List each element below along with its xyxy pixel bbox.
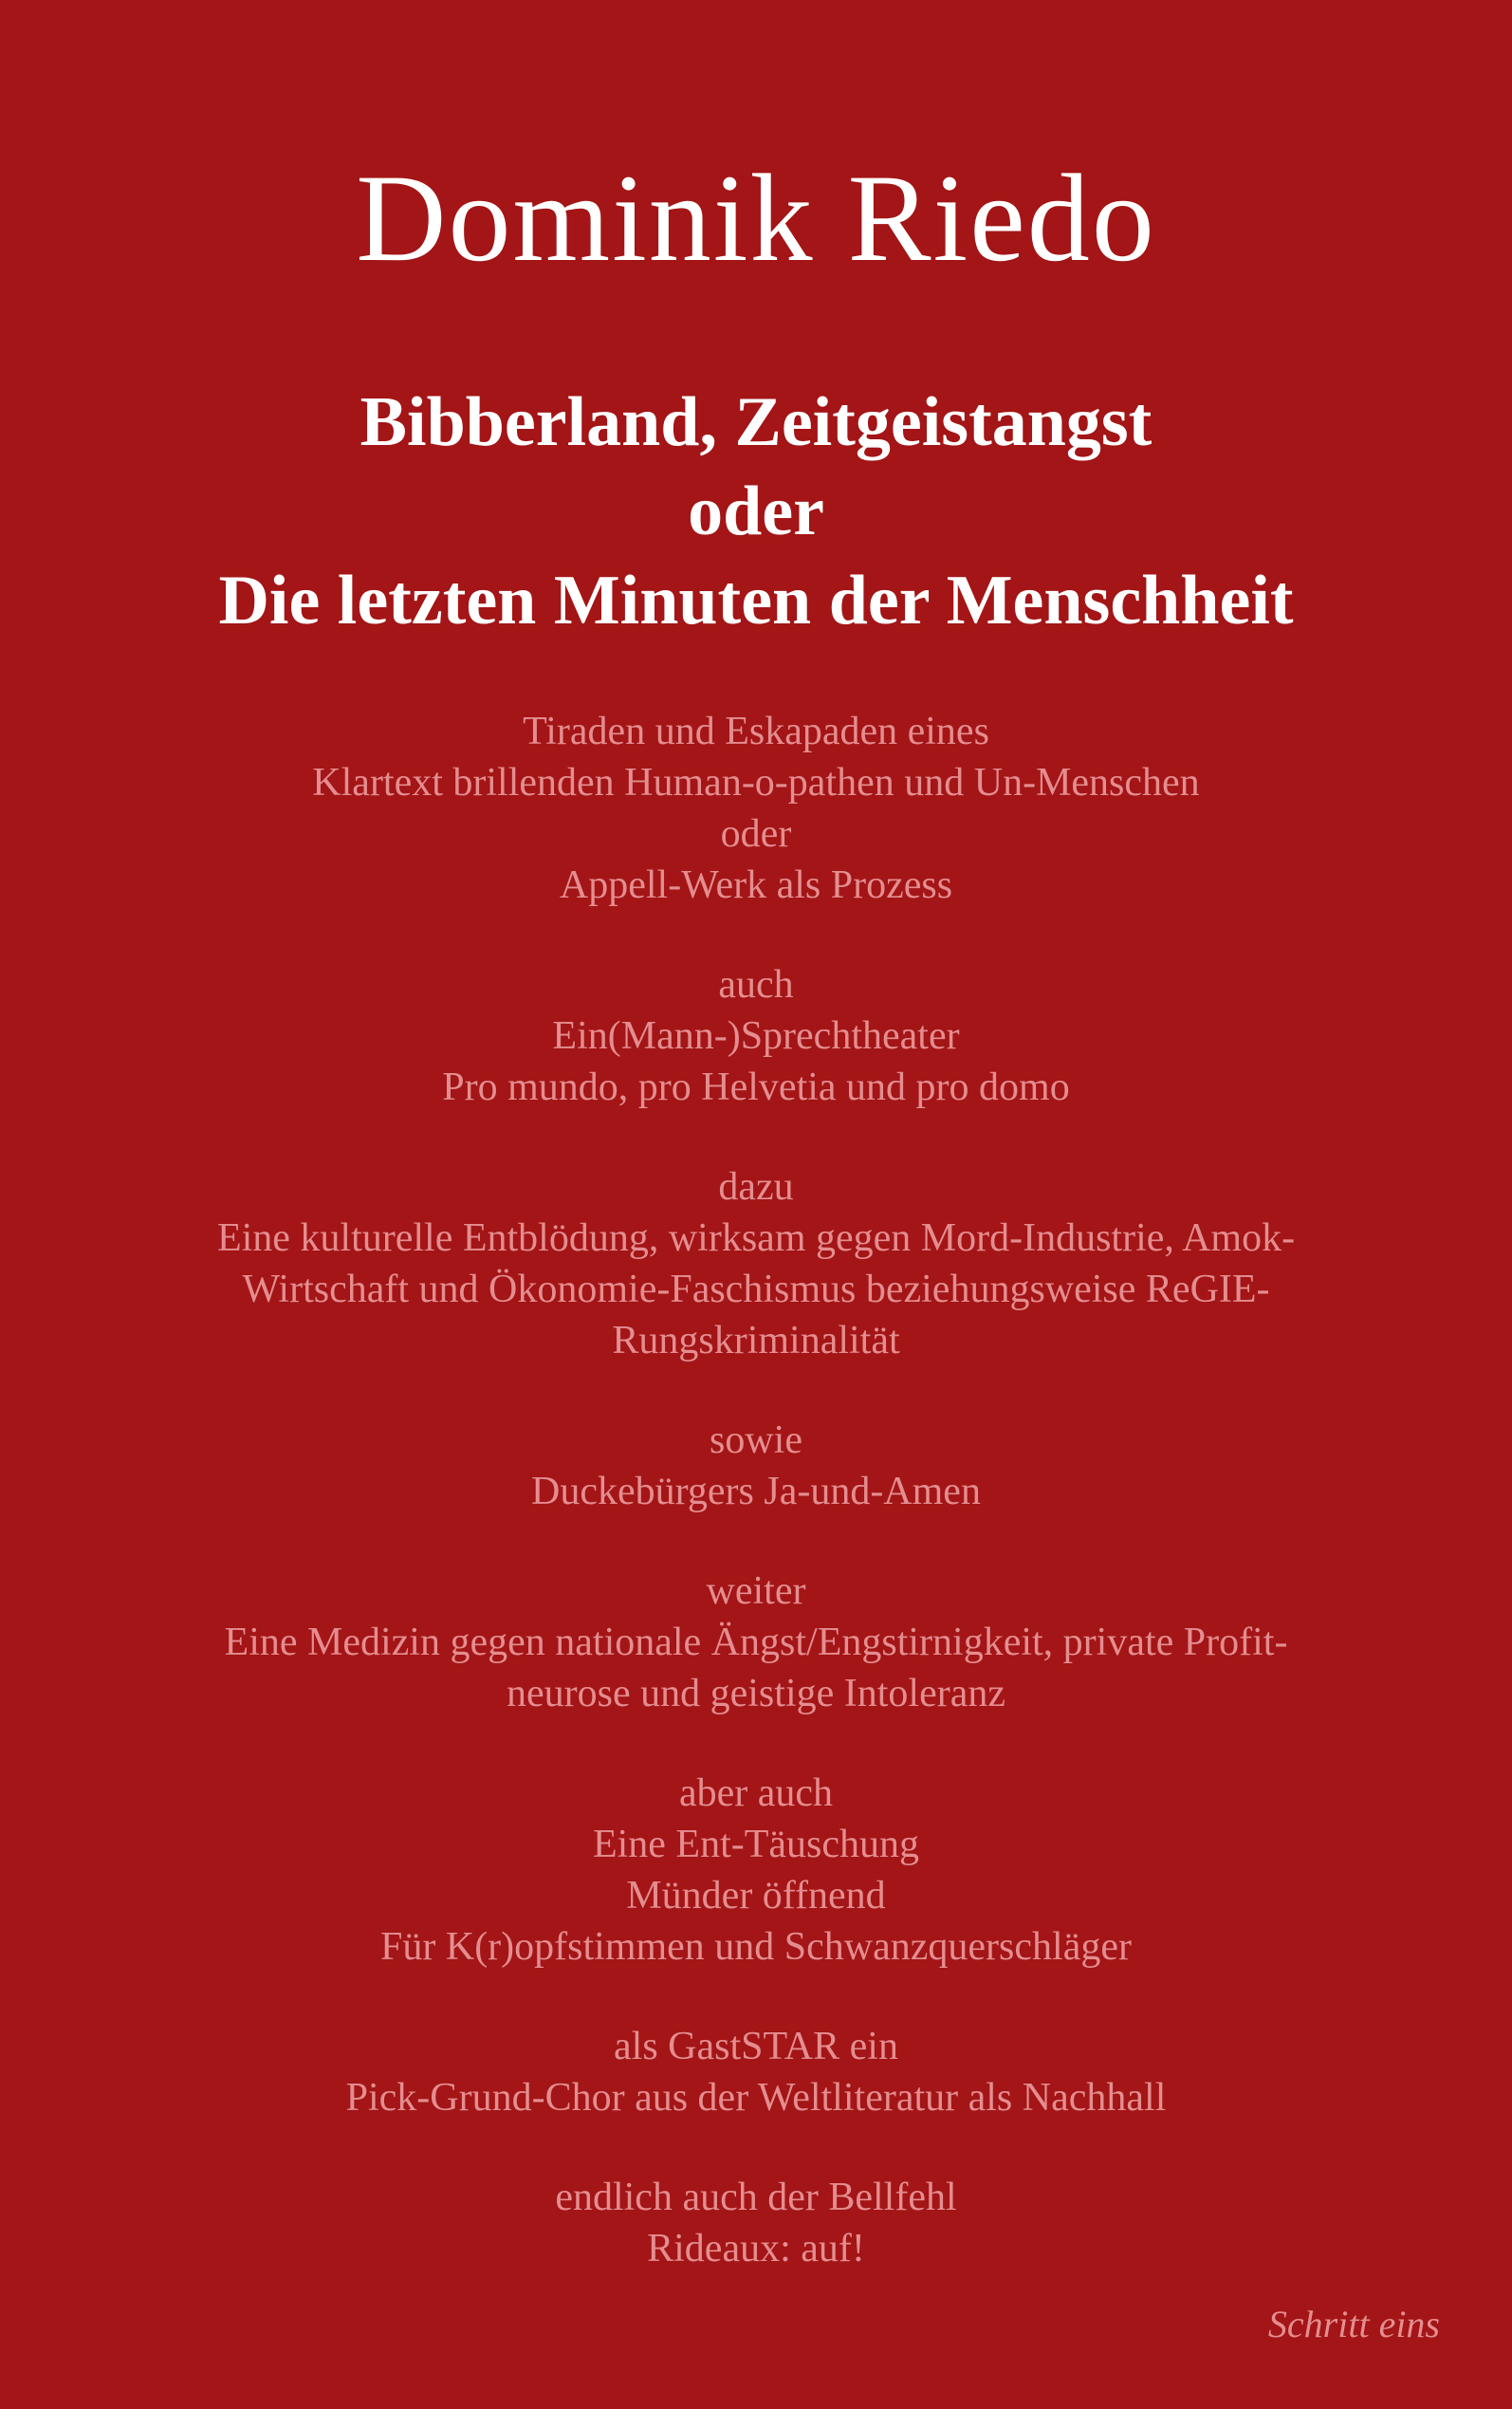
title-line-2: oder [688, 473, 824, 550]
subtitle-line: aber auch [678, 1771, 834, 1815]
subtitle-line: Eine Ent-Täuschung [592, 1823, 920, 1866]
subtitle-line: endlich auch der Bellfehl [555, 2176, 957, 2219]
subtitle-block [0, 1415, 1512, 1517]
subtitle-line: oder [720, 812, 792, 856]
subtitle-line: Für K(r)opfstimmen und Schwanzquerschläger [380, 1925, 1132, 1969]
subtitle-line: sowie [710, 1418, 802, 1462]
block-gap [0, 911, 1512, 959]
block-gap [0, 1973, 1512, 2021]
subtitle-line: neurose und geistige Intoleranz [507, 1672, 1005, 1715]
block-gap [0, 1719, 1512, 1768]
subtitle-block [0, 706, 1512, 911]
subtitle-line: Rideaux: auf! [647, 2227, 865, 2270]
subtitle-block [0, 959, 1512, 1113]
subtitle-block [0, 2021, 1512, 2123]
subtitle-line: Eine Medizin gegen nationale Ängst/Engstirnigkeit, private Profit- [224, 1621, 1288, 1664]
author-name: Dominik Riedo [356, 148, 1156, 287]
subtitle-block [0, 1566, 1512, 1719]
subtitle-line: Tiraden und Eskapaden eines [523, 710, 989, 753]
title-line-1: Bibberland, Zeitgeistangst [360, 383, 1152, 461]
block-gap [0, 1517, 1512, 1566]
subtitle-line: Münder öffnend [626, 1874, 886, 1918]
subtitle-block [0, 2172, 1512, 2274]
subtitle-line: auch [718, 963, 794, 1007]
subtitle-block [0, 1768, 1512, 1973]
imprint-label: Schritt eins [1267, 2303, 1440, 2345]
subtitle-line: Rungskriminalität [612, 1319, 900, 1362]
block-gap [0, 1366, 1512, 1415]
title-line-3: Die letzten Minuten der Menschheit [218, 562, 1294, 639]
subtitle-line: Ein(Mann-)Sprechtheater [552, 1014, 960, 1058]
subtitle-line: Wirtschaft und Ökonomie-Faschismus beziehungsweise ReGIE- [242, 1268, 1270, 1311]
subtitle-line: dazu [718, 1165, 794, 1209]
subtitle-block [0, 1161, 1512, 1366]
block-gap [0, 1113, 1512, 1161]
subtitle-line: Appell-Werk als Prozess [559, 863, 953, 907]
subtitle-line: als GastSTAR ein [614, 2025, 898, 2068]
subtitle-line: Eine kulturelle Entblödung, wirksam gegen Mord-Industrie, Amok- [216, 1216, 1296, 1260]
subtitle-text [0, 706, 1512, 2274]
subtitle-line: Duckebürgers Ja-und-Amen [531, 1470, 981, 1513]
subtitle-line: Pick-Grund-Chor aus der Weltliteratur als Nachhall [345, 2076, 1167, 2120]
subtitle-line: weiter [706, 1569, 806, 1613]
subtitle-line: Pro mundo, pro Helvetia und pro domo [442, 1066, 1070, 1109]
subtitle-line: Klartext brillenden Human-o-pathen und Un-Menschen [312, 761, 1200, 805]
book-title [0, 378, 1512, 645]
block-gap [0, 2123, 1512, 2172]
